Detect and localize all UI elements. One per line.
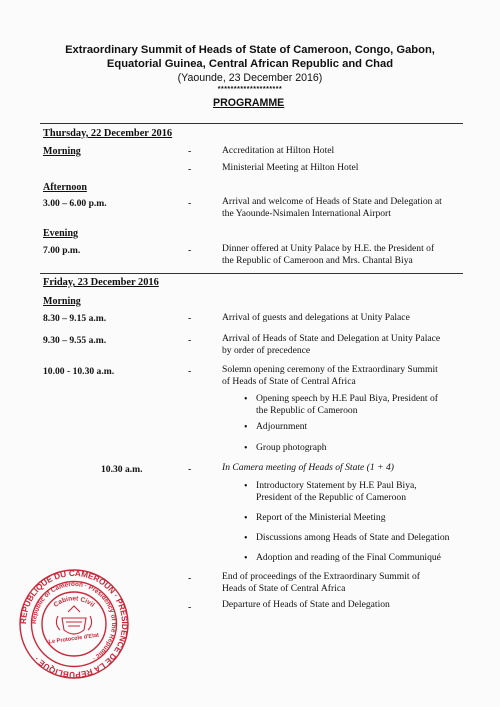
day1-afternoon-label: Afternoon [43, 182, 87, 193]
day2-e6-line1: Departure of Heads of State and Delegation [222, 599, 390, 610]
bullet: • [244, 553, 248, 564]
summit-place-date: (Yaounde, 23 December 2016) [177, 72, 323, 84]
day2-e4-line1: In Camera meeting of Heads of State (1 + 4) [222, 462, 394, 473]
dash: - [188, 335, 192, 346]
dash: - [188, 573, 192, 584]
day2-e3-b2: Adjournment [256, 421, 308, 432]
day1-evening-line2: the Republic of Cameroon and Mrs. Chantal Biya [222, 255, 413, 266]
day2-e4-b3: Discussions among Heads of State and Delegation [256, 532, 450, 543]
day2-e4-b1-line1: Introductory Statement by H.E Paul Biya, [256, 480, 417, 491]
dash: - [188, 245, 192, 256]
bullet: • [244, 394, 248, 405]
bullet: • [244, 422, 248, 433]
dash: - [188, 464, 192, 475]
day2-e4-b1-line2: President of the Republic of Cameroon [256, 492, 407, 503]
day2-label: Friday, 23 December 2016 [43, 277, 159, 288]
svg-text:Republic of Cameroon · Preside: Republic of Cameroon · Presidency of the Republic · [30, 580, 118, 662]
mid-rule [40, 273, 463, 274]
dash: - [188, 198, 192, 209]
dash: - [188, 602, 192, 613]
day2-e4-b4: Adoption and reading of the Final Communiqué [256, 552, 441, 563]
day2-e3-b1-line2: the Republic of Cameroon [256, 405, 358, 416]
summit-title-line1: Extraordinary Summit of Heads of State of Cameroon, Congo, Gabon, [65, 44, 435, 56]
day2-e3-time: 10.00 - 10.30 a.m. [43, 366, 115, 377]
day1-morning-item1: Accreditation at Hilton Hotel [222, 145, 335, 156]
dash: - [188, 313, 192, 324]
day1-label: Thursday, 22 December 2016 [43, 128, 173, 139]
day2-e5-line1: End of proceedings of the Extraordinary Summit of [222, 571, 420, 582]
bullet: • [244, 513, 248, 524]
day2-e3-b1-line1: Opening speech by H.E Paul Biya, President of [256, 393, 438, 404]
day1-morning-item2: Ministerial Meeting at Hilton Hotel [222, 162, 359, 173]
top-rule [40, 123, 463, 124]
day1-afternoon-line2: the Yaounde-Nsimalen International Airport [222, 208, 391, 219]
bullet: • [244, 443, 248, 454]
day2-e2-time: 9.30 – 9.55 a.m. [43, 335, 107, 346]
day2-e5-line2: Heads of State of Central Africa [222, 583, 346, 594]
day2-e2-line2: by order of precedence [222, 345, 311, 356]
day1-evening-label: Evening [43, 228, 79, 239]
dash: - [188, 146, 192, 157]
header-stars: ******************** [217, 86, 283, 93]
bullet: • [244, 533, 248, 544]
day2-e3-line2: of Heads of State of Central Africa [222, 376, 356, 387]
day1-afternoon-line1: Arrival and welcome of Heads of State and Delegation at [222, 196, 442, 207]
day1-morning-label: Morning [43, 146, 81, 157]
official-stamp [18, 568, 130, 680]
day2-e4-b2: Report of the Ministerial Meeting [256, 512, 386, 523]
svg-text:Le Protocole d'Etat: Le Protocole d'Etat [48, 632, 100, 646]
day1-evening-line1: Dinner offered at Unity Palace by H.E. the President of [222, 243, 435, 254]
day2-e1-line1: Arrival of guests and delegations at Unity Palace [222, 312, 410, 323]
day1-evening-time: 7.00 p.m. [43, 245, 81, 256]
day2-e2-line1: Arrival of Heads of State and Delegation at Unity Palace [222, 333, 441, 344]
day2-e1-time: 8.30 – 9.15 a.m. [43, 313, 107, 324]
summit-title-line2: Equatorial Guinea, Central African Republic and Chad [106, 58, 394, 70]
day2-morning-label: Morning [43, 296, 81, 307]
day2-e4-time: 10.30 a.m. [101, 464, 143, 475]
dash: - [188, 164, 192, 175]
programme-title: PROGRAMME [213, 97, 285, 109]
bullet: • [244, 481, 248, 492]
day2-e3-line1: Solemn opening ceremony of the Extraordinary Summit [222, 364, 438, 375]
dash: - [188, 366, 192, 377]
day1-afternoon-time: 3.00 – 6.00 p.m. [43, 198, 107, 209]
svg-text:Cabinet Civil: Cabinet Civil [52, 595, 96, 609]
svg-text:REPUBLIQUE DU CAMEROUN · PRESI: REPUBLIQUE DU CAMEROUN · PRESIDENCE DE LA REPUBLIQUE · [18, 568, 130, 680]
day2-e3-b3: Group photograph [256, 442, 327, 453]
